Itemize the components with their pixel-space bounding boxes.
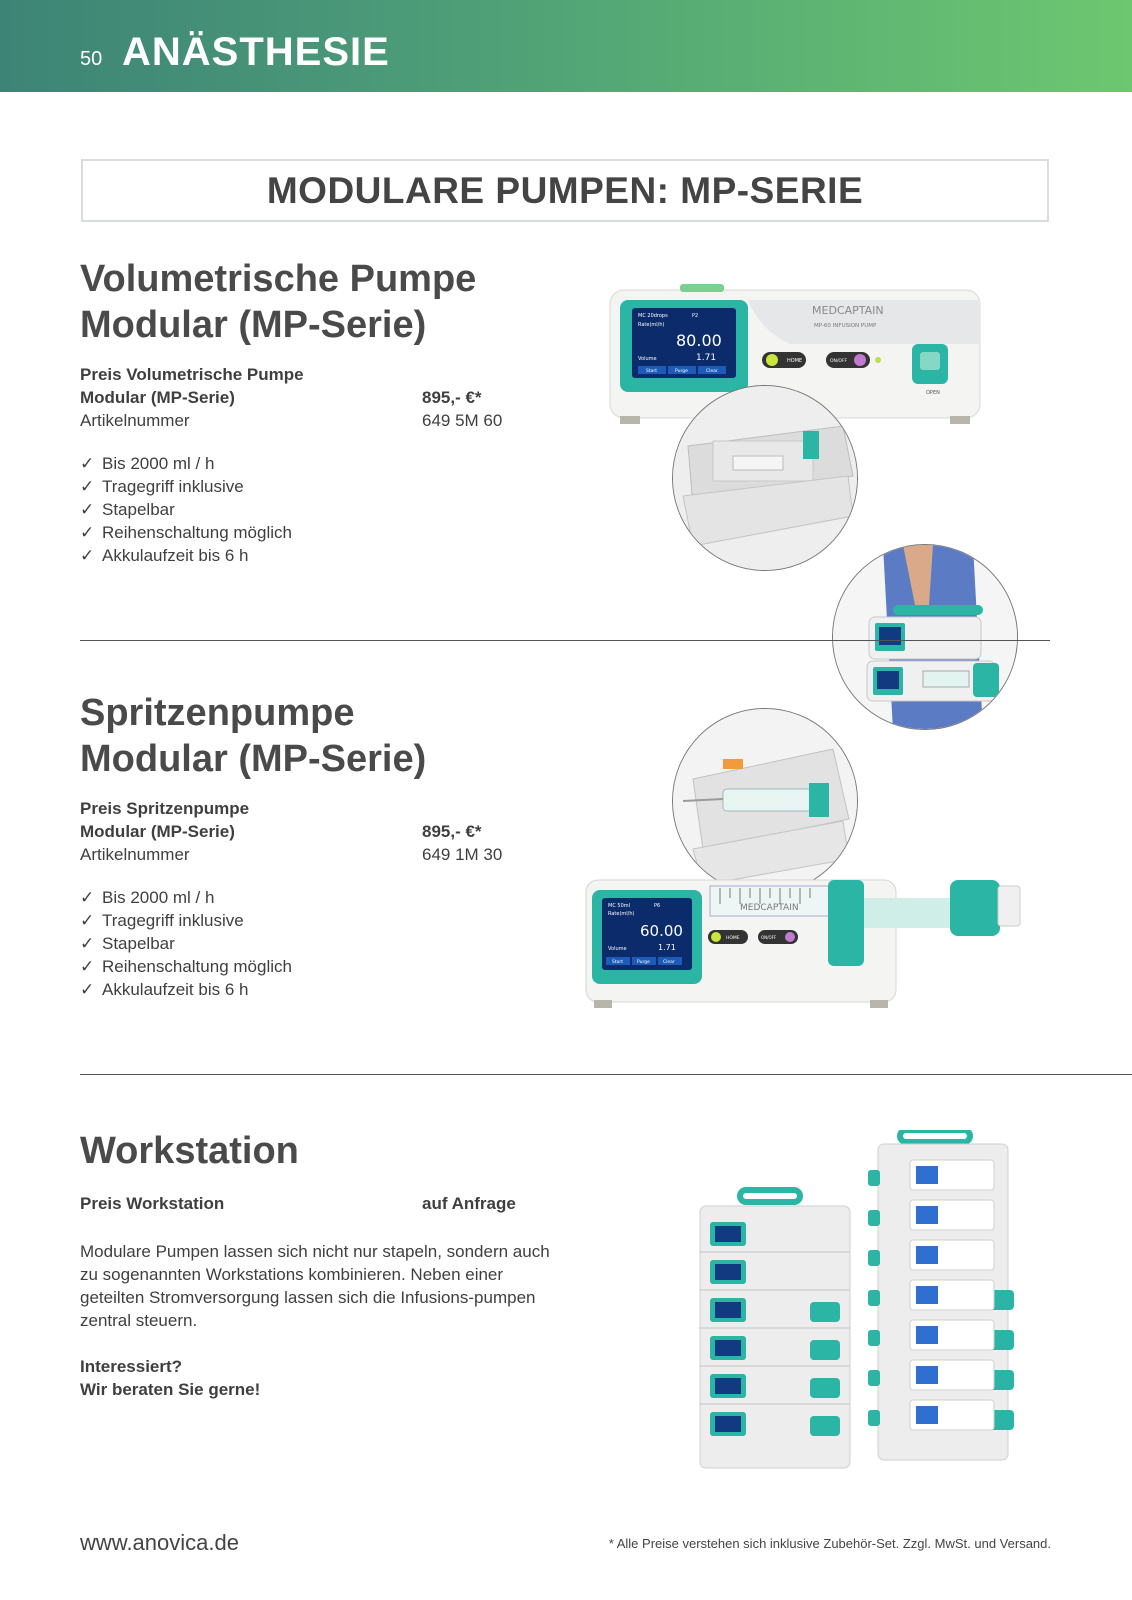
svg-text:HOME: HOME (787, 358, 803, 364)
workstation-price: auf Anfrage (422, 1194, 516, 1213)
section-divider (80, 1074, 1132, 1075)
list-item: ✓ Reihenschaltung möglich (80, 523, 292, 542)
svg-text:OPEN: OPEN (926, 390, 940, 396)
footer-price-note: * Alle Preise verstehen sich inklusive Zubehör-Set. Zzgl. MwSt. und Versand. (608, 1536, 1051, 1551)
svg-text:Purge: Purge (637, 960, 650, 965)
svg-text:Volume: Volume (608, 946, 627, 952)
workstation-image (680, 1130, 1040, 1470)
price-label-volumetric: Preis Volumetrische Pumpe Modular (MP-Serie) Artikelnummer (80, 365, 304, 430)
feature-list-volumetric (80, 452, 292, 567)
check-icon: ✓ (80, 523, 95, 542)
volumetric-door-detail-image (672, 385, 858, 571)
workstation-price-label: Preis Workstation (80, 1194, 225, 1213)
price-label-syringe: Preis Spritzenpumpe Modular (MP-Serie) Artikelnummer (80, 799, 250, 864)
page-title: MODULARE PUMPEN: MP-SERIE (266, 169, 864, 211)
carrying-pumps-image (832, 544, 1018, 730)
check-icon: ✓ (80, 957, 95, 976)
article-label: Artikelnummer (80, 845, 190, 864)
svg-text:MP-60 INFUSION PUMP: MP-60 INFUSION PUMP (814, 323, 877, 329)
workstation-description: Modulare Pumpen lassen sich nicht nur stapeln, sondern auch zu sogenannten Workstations kombinieren. Neben einer geteilten Stromversorgung lassen sich die Infusions-pumpen zentral steuern. (80, 1242, 550, 1330)
check-icon: ✓ (80, 980, 95, 999)
product-title-syringe: Spritzenpumpe Modular (MP-Serie) (80, 692, 427, 780)
list-item: ✓ Stapelbar (80, 934, 175, 953)
check-icon: ✓ (80, 454, 95, 473)
section-title: ANÄSTHESIE (122, 30, 390, 74)
list-item: ✓ Tragegriff inklusive (80, 477, 244, 496)
svg-text:MC 20drops: MC 20drops (638, 313, 668, 319)
list-item: ✓ Tragegriff inklusive (80, 911, 244, 930)
svg-text:Start: Start (646, 369, 657, 374)
svg-text:HOME: HOME (726, 936, 740, 941)
article-number: 649 5M 60 (422, 411, 503, 430)
svg-text:Rate(ml/h): Rate(ml/h) (638, 322, 665, 328)
check-icon: ✓ (80, 888, 95, 907)
svg-text:Volume: Volume (638, 356, 657, 362)
svg-text:P6: P6 (654, 903, 661, 909)
workstation-title: Workstation (80, 1130, 299, 1172)
list-item: ✓ Akkulaufzeit bis 6 h (80, 980, 249, 999)
page-title-box (81, 159, 1049, 222)
svg-text:1.71: 1.71 (696, 353, 717, 363)
price-value-syringe: 895,- €* 649 1M 30 (422, 822, 503, 864)
svg-text:MC 50ml: MC 50ml (608, 903, 631, 909)
page-header (0, 0, 1132, 92)
article-label: Artikelnummer (80, 411, 190, 430)
svg-text:Rate(ml/h): Rate(ml/h) (608, 911, 635, 917)
article-number: 649 1M 30 (422, 845, 503, 864)
list-item: ✓ Reihenschaltung möglich (80, 957, 292, 976)
list-item: ✓ Bis 2000 ml / h (80, 454, 215, 473)
svg-text:ON/OFF: ON/OFF (830, 359, 848, 364)
svg-text:Clear: Clear (663, 960, 675, 965)
svg-text:Purge: Purge (675, 369, 688, 374)
svg-text:MEDCAPTAIN: MEDCAPTAIN (740, 903, 799, 913)
list-item: ✓ Stapelbar (80, 500, 175, 519)
check-icon: ✓ (80, 500, 95, 519)
page-number: 50 (80, 48, 103, 70)
svg-text:P2: P2 (692, 313, 699, 319)
list-item: ✓ Akkulaufzeit bis 6 h (80, 546, 249, 565)
svg-text:Clear: Clear (706, 369, 718, 374)
section-divider (80, 640, 1050, 641)
call-to-action: Interessiert? Wir beraten Sie gerne! (80, 1357, 261, 1399)
svg-text:MEDCAPTAIN: MEDCAPTAIN (812, 304, 884, 317)
product-title-volumetric: Volumetrische Pumpe Modular (MP-Serie) (80, 258, 477, 346)
svg-text:ON/OFF: ON/OFF (761, 935, 777, 940)
check-icon: ✓ (80, 477, 95, 496)
footer-website-link[interactable]: www.anovica.de (80, 1530, 239, 1555)
svg-text:1.71: 1.71 (658, 943, 676, 952)
check-icon: ✓ (80, 934, 95, 953)
check-icon: ✓ (80, 911, 95, 930)
svg-text:60.00: 60.00 (640, 922, 683, 940)
feature-list-syringe (80, 886, 292, 1001)
check-icon: ✓ (80, 546, 95, 565)
svg-text:80.00: 80.00 (676, 331, 722, 350)
price-value-volumetric: 895,- €* 649 5M 60 (422, 388, 503, 430)
list-item: ✓ Bis 2000 ml / h (80, 888, 215, 907)
syringe-pump-image (550, 860, 1080, 1030)
svg-text:Start: Start (612, 960, 623, 965)
